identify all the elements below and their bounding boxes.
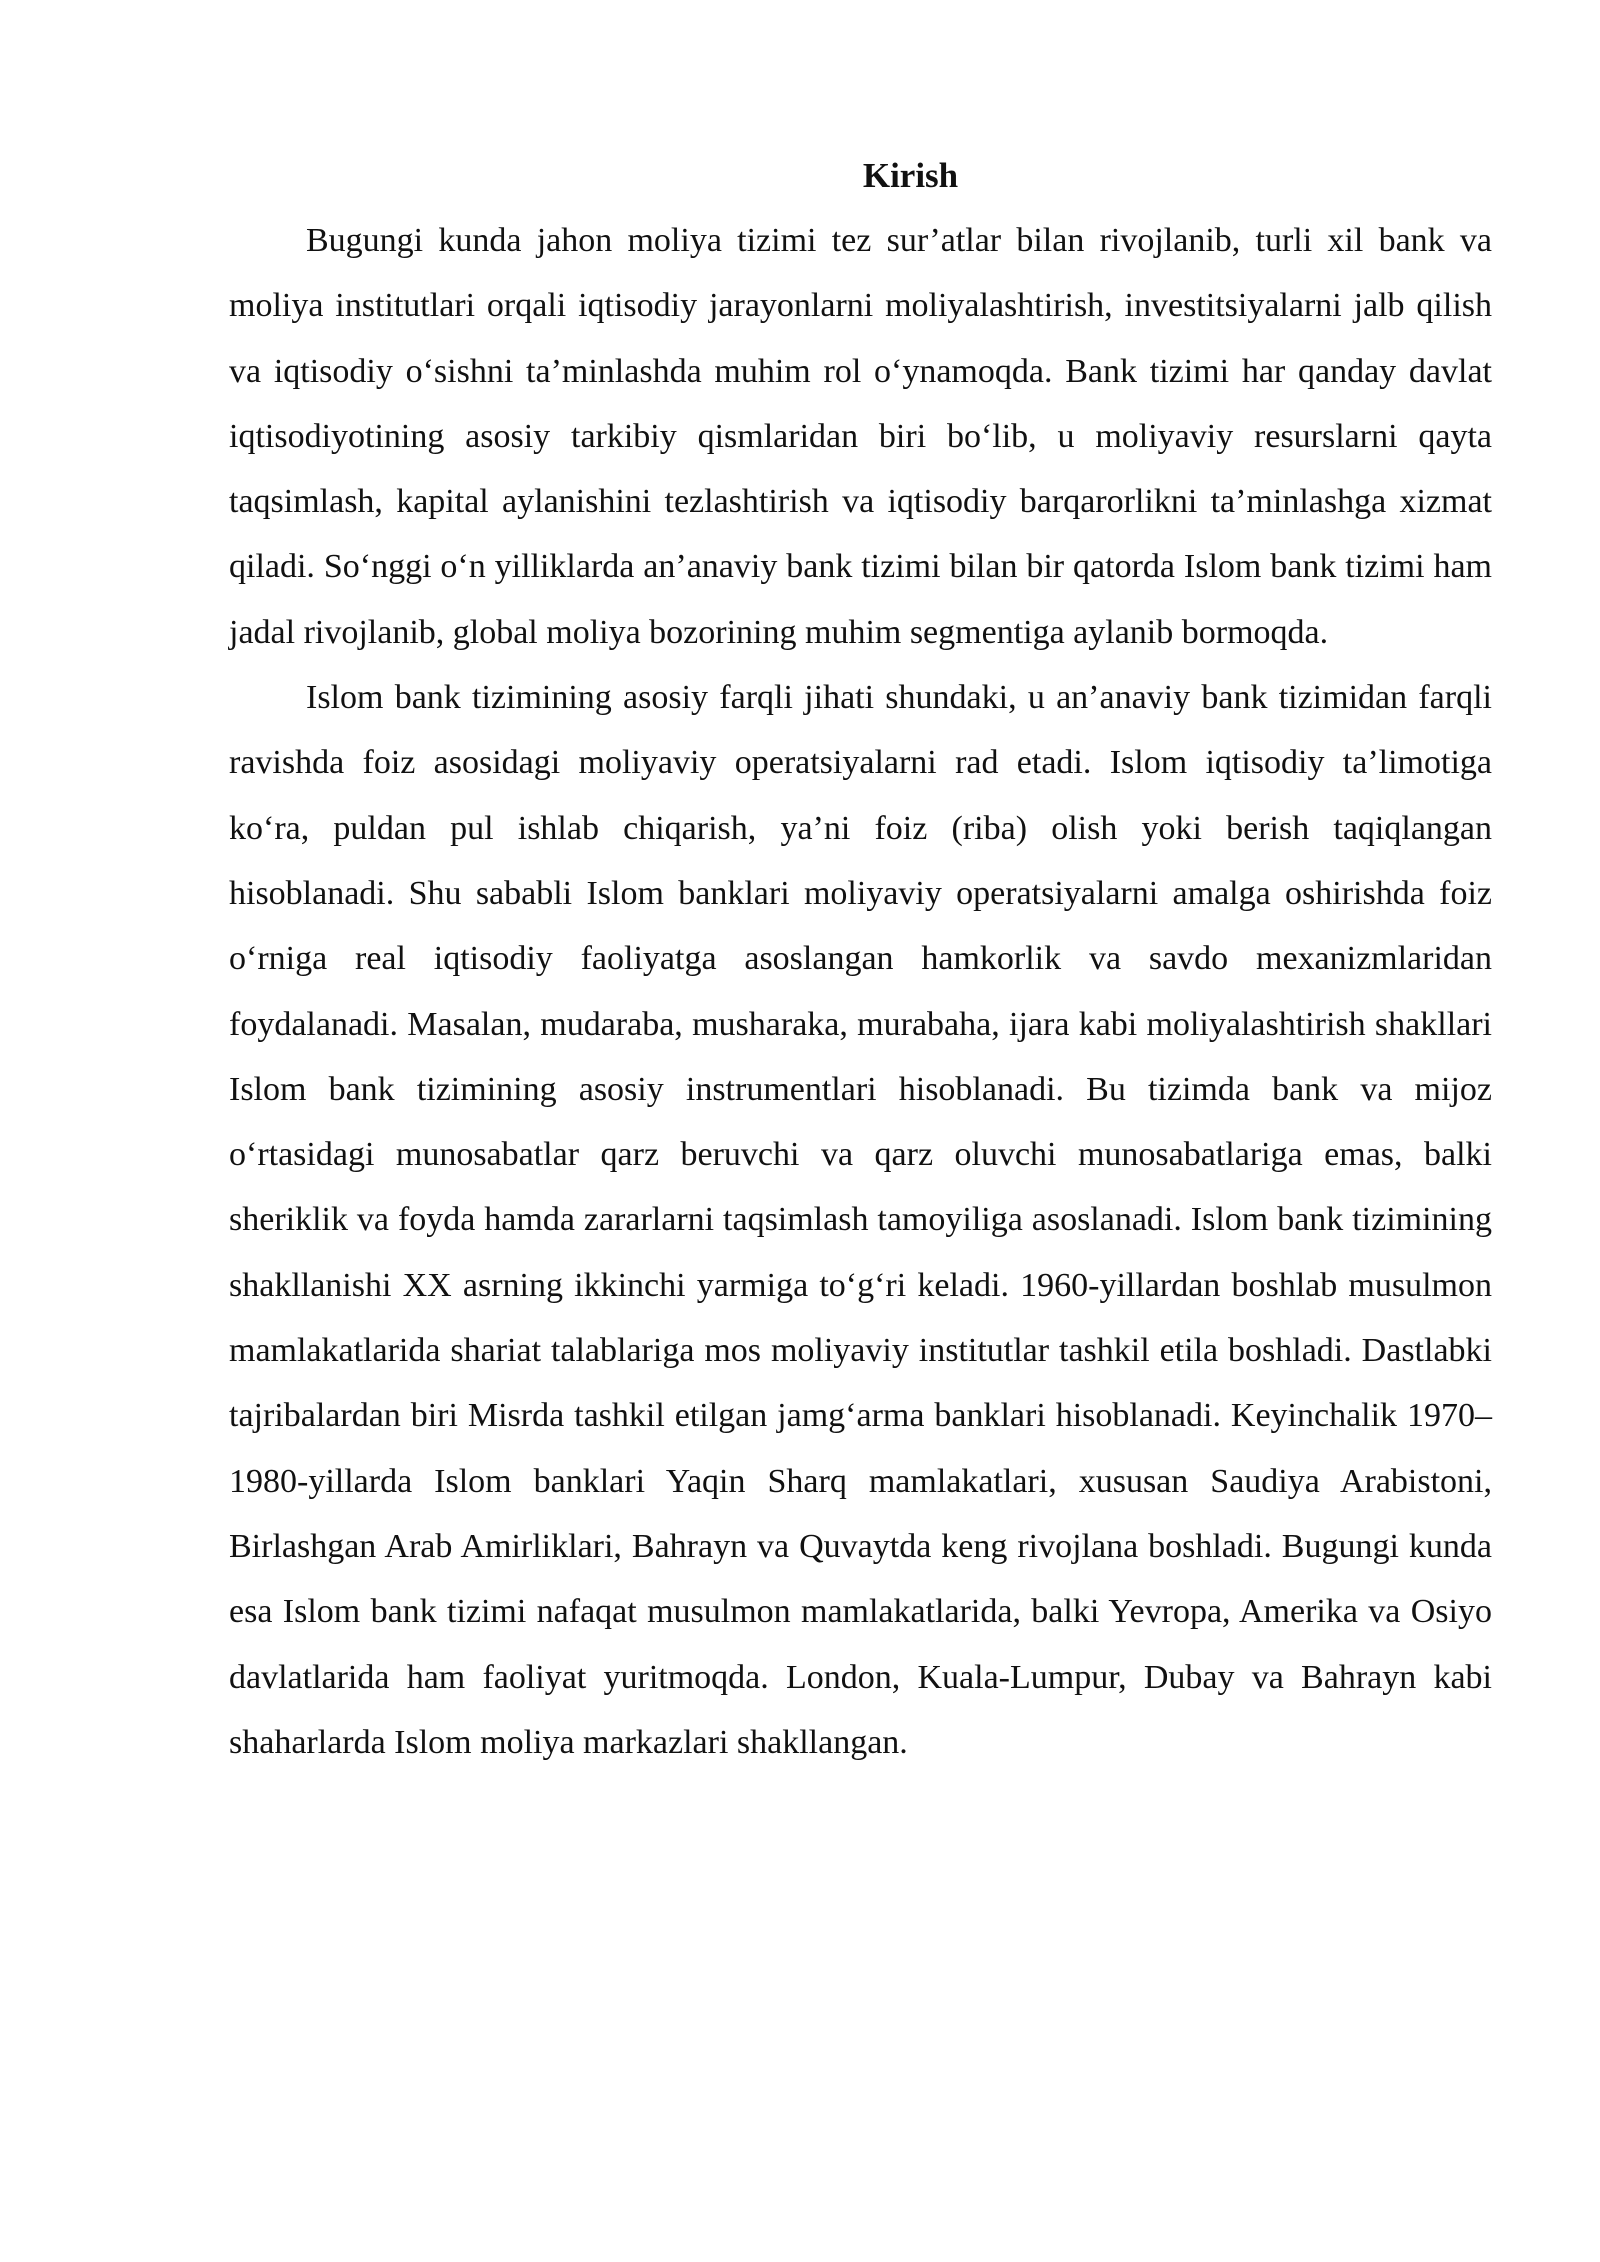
page-title: Kirish	[862, 156, 959, 195]
document-body	[229, 148, 1492, 1775]
paragraph-1: Bugungi kunda jahon moliya tizimi tez sur’atlar bilan rivojlanib, turli xil bank va moliya institutlari orqali iqtisodiy jarayonlarni moliyalashtirish, investitsiyalarni jalb qilish va iqtisodiy o‘sishni ta’minlashda muhim rol o‘ynamoqda. Bank tizimi har qanday davlat iqtisodiyotining asosiy tarkibiy qismlaridan biri bo‘lib, u moliyaviy resurslarni qayta taqsimlash, kapital aylanishini tezlashtirish va iqtisodiy barqarorlikni ta’minlashga xizmat qiladi. So‘nggi o‘n yilliklarda an’anaviy bank tizimi bilan bir qatorda Islom bank tizimi ham jadal rivojlanib, global moliya bozorining muhim segmentiga aylanib bormoqda.	[229, 222, 1492, 651]
paragraph-2: Islom bank tizimining asosiy farqli jihati shundaki, u an’anaviy bank tizimidan farqli ravishda foiz asosidagi moliyaviy operatsiyalarni rad etadi. Islom iqtisodiy ta’limotiga ko‘ra, puldan pul ishlab chiqarish, ya’ni foiz (riba) olish yoki berish taqiqlangan hisoblanadi. Shu sababli Islom banklari moliyaviy operatsiyalarni amalga oshirishda foiz o‘rniga real iqtisodiy faoliyatga asoslangan hamkorlik va savdo mexanizmlaridan foydalanadi. Masalan, mudaraba, musharaka, murabaha, ijara kabi moliyalashtirish shakllari Islom bank tizimining asosiy instrumentlari hisoblanadi. Bu tizimda bank va mijoz o‘rtasidagi munosabatlar qarz beruvchi va qarz oluvchi munosabatlariga emas, balki sheriklik va foyda hamda zararlarni taqsimlash tamoyiliga asoslanadi. Islom bank tizimining shakllanishi XX asrning ikkinchi yarmiga to‘g‘ri keladi. 1960-yillardan boshlab musulmon mamlakatlarida shariat talablariga mos moliyaviy institutlar tashkil etila boshladi. Dastlabki tajribalardan biri Misrda tashkil etilgan jamg‘arma banklari hisoblanadi. Keyinchalik 1970–1980-yillarda Islom banklari Yaqin Sharq mamlakatlari, xususan Saudiya Arabistoni, Birlashgan Arab Amirliklari, Bahrayn va Quvaytda keng rivojlana boshladi. Bugungi kunda esa Islom bank tizimi nafaqat musulmon mamlakatlarida, balki Yevropa, Amerika va Osiyo davlatlarida ham faoliyat yuritmoqda. London, Kuala-Lumpur, Dubay va Bahrayn kabi shaharlarda Islom moliya markazlari shakllangan.	[229, 679, 1492, 1761]
